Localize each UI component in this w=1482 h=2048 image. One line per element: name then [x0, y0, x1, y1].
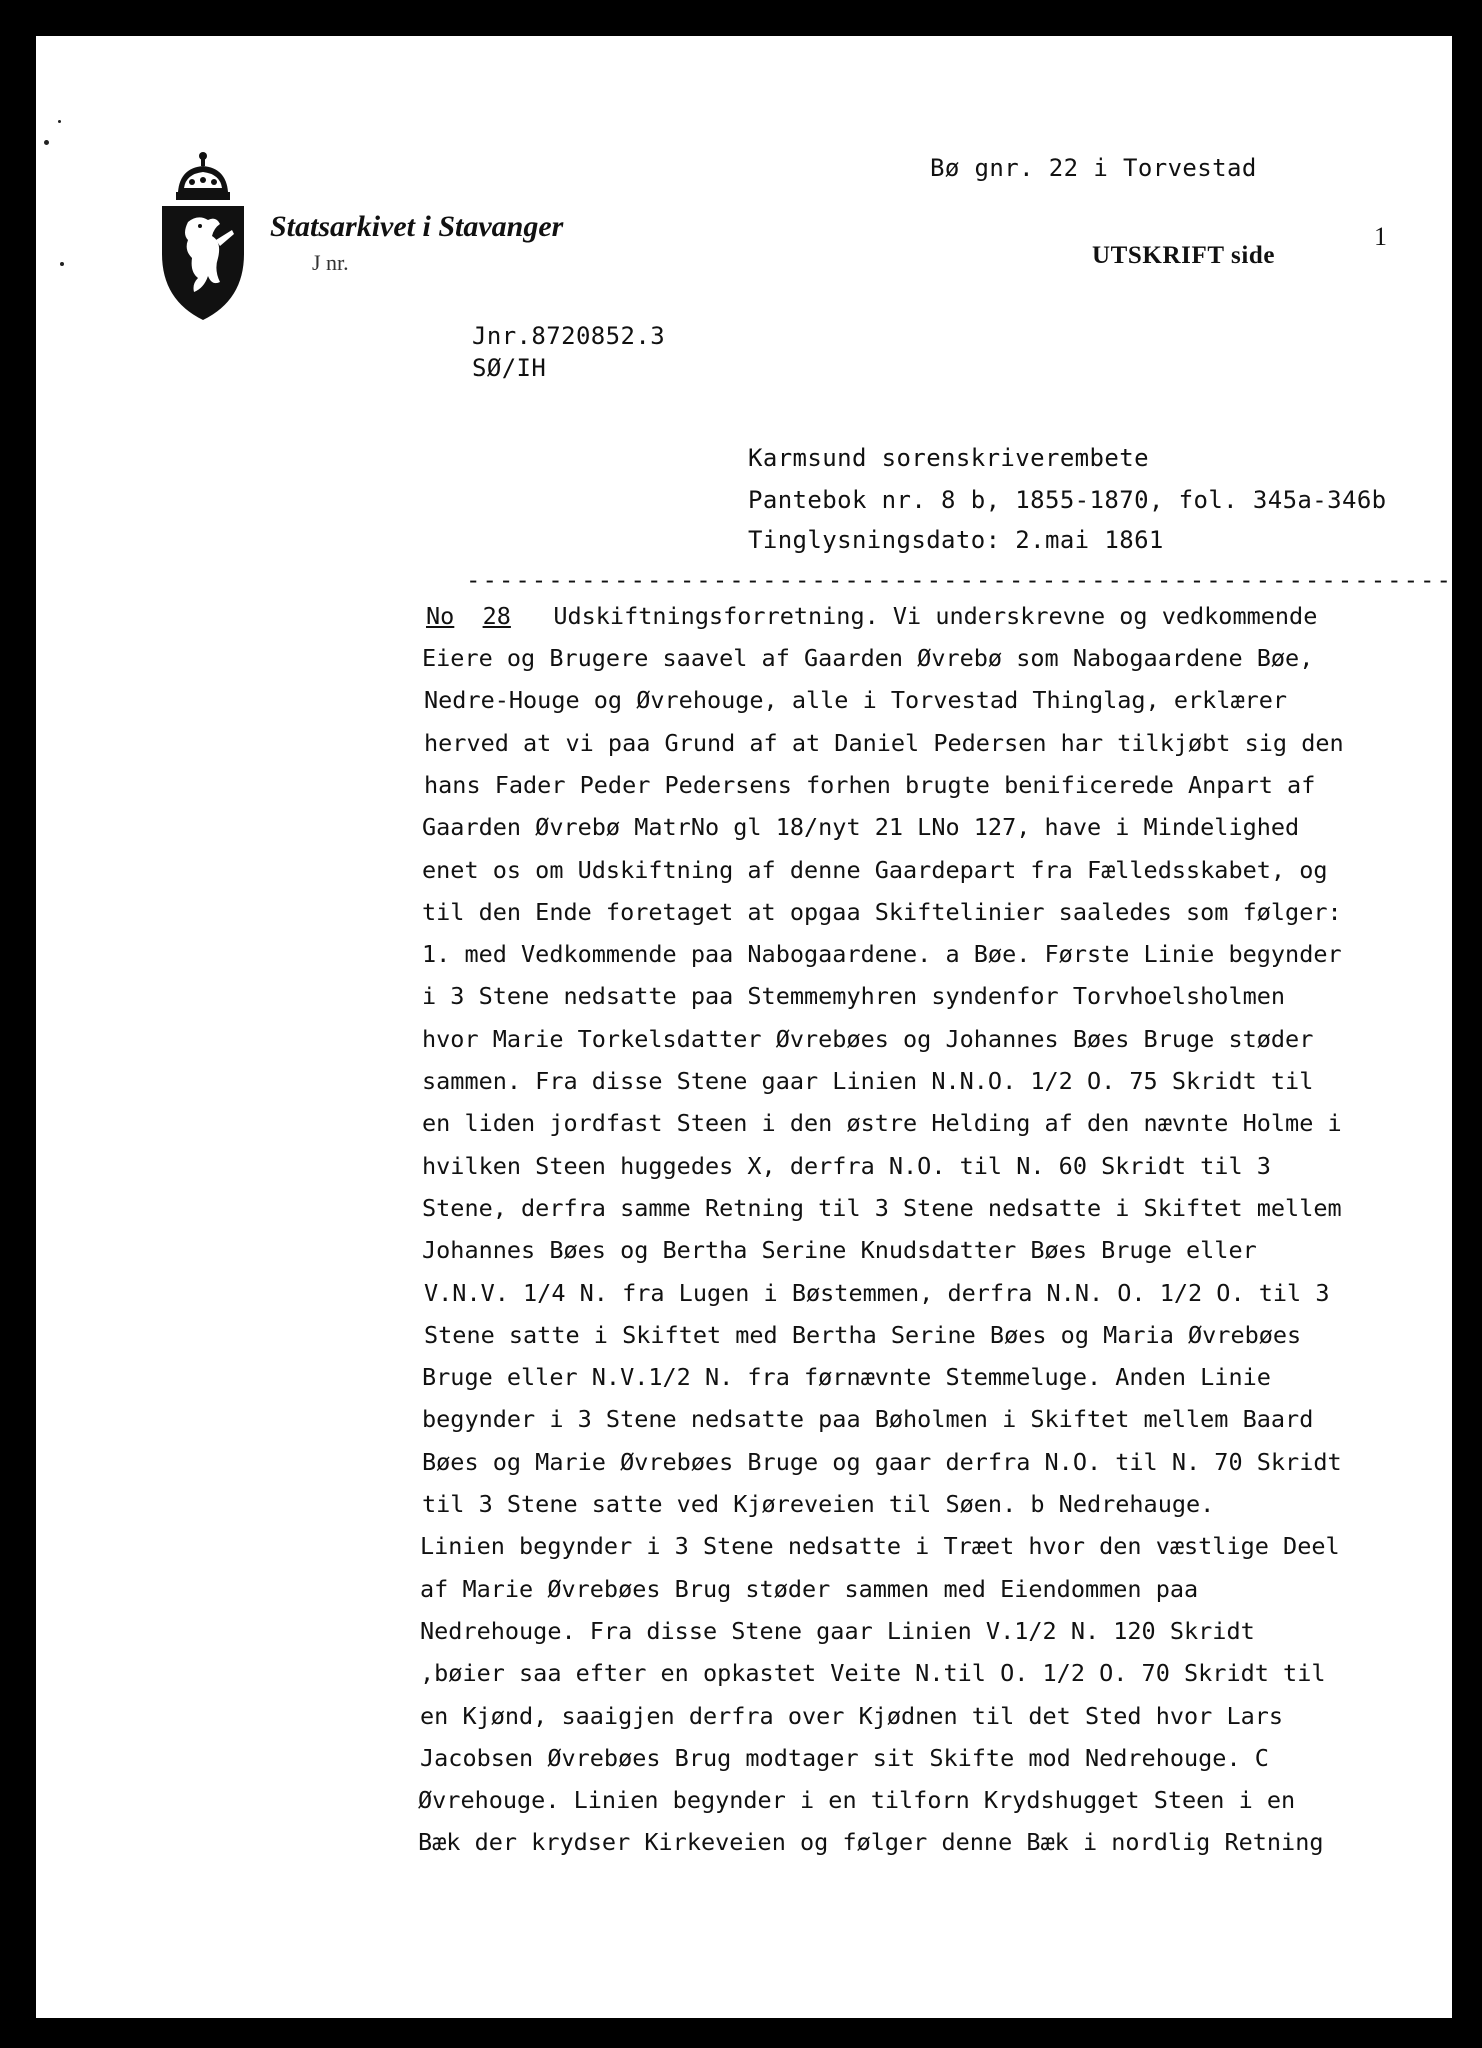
- body-line: en Kjønd, saaigjen derfra over Kjødnen til det Sted hvor Lars: [420, 1702, 1284, 1730]
- scan-speck: [44, 140, 49, 145]
- scan-speck: [60, 262, 64, 266]
- body-line: V.N.V. 1/4 N. fra Lugen i Bøstemmen, derfra N.N. O. 1/2 O. til 3: [424, 1279, 1330, 1307]
- coat-of-arms-icon: [158, 150, 248, 324]
- body-line: begynder i 3 Stene nedsatte paa Bøholmen i Skiftet mellem Baard: [422, 1405, 1314, 1433]
- body-line: en liden jordfast Steen i den østre Helding af den nævnte Holme i: [422, 1109, 1342, 1137]
- body-line: ,bøier saa efter en opkastet Veite N.til O. 1/2 O. 70 Skridt til: [420, 1659, 1326, 1687]
- separator-line: ------------------------------------------------------------: [466, 566, 1453, 594]
- body-line: Bruge eller N.V.1/2 N. fra førnævnte Stemmeluge. Anden Linie: [422, 1363, 1271, 1391]
- initials: SØ/IH: [472, 354, 547, 382]
- mortgage-book: Pantebok nr. 8 b, 1855-1870, fol. 345a-346b: [748, 486, 1387, 514]
- body-line: Gaarden Øvrebø MatrNo gl 18/nyt 21 LNo 127, have i Mindelighed: [422, 813, 1300, 841]
- entry-first-line: [426, 602, 1317, 630]
- body-line: Bøes og Marie Øvrebøes Bruge og gaar derfra N.O. til N. 70 Skridt: [422, 1448, 1342, 1476]
- institution-name: Statsarkivet i Stavanger: [270, 210, 564, 243]
- journal-number: Jnr.8720852.3: [472, 322, 666, 350]
- body-line: herved at vi paa Grund af at Daniel Pedersen har tilkjøbt sig den: [424, 729, 1344, 757]
- court-office: Karmsund sorenskriverembete: [748, 444, 1149, 472]
- entry-no-value: 28: [482, 602, 511, 630]
- body-line: 1. med Vedkommende paa Nabogaardene. a Bøe. Første Linie begynder: [422, 940, 1342, 968]
- body-line: Nedrehouge. Fra disse Stene gaar Linien V.1/2 N. 120 Skridt: [420, 1617, 1255, 1645]
- utskrift-label: UTSKRIFT side: [1092, 242, 1276, 269]
- body-line: Bæk der krydser Kirkeveien og følger denne Bæk i nordlig Retning: [418, 1828, 1324, 1856]
- body-line: hvilken Steen huggedes X, derfra N.O. til N. 60 Skridt til 3: [422, 1152, 1271, 1180]
- registration-date: Tinglysningsdato: 2.mai 1861: [748, 526, 1164, 554]
- body-line: enet os om Udskiftning af denne Gaardepart fra Fælledsskabet, og: [422, 856, 1328, 884]
- body-line: Linien begynder i 3 Stene nedsatte i Træet hvor den væstlige Deel: [420, 1532, 1340, 1560]
- body-line: Jacobsen Øvrebøes Brug modtager sit Skifte mod Nedrehouge. C: [420, 1744, 1269, 1772]
- body-line: Øvrehouge. Linien begynder i en tilforn Krydshugget Steen i en: [418, 1786, 1296, 1814]
- document-page: [36, 36, 1452, 2018]
- body-line: sammen. Fra disse Stene gaar Linien N.N.O. 1/2 O. 75 Skridt til: [422, 1067, 1314, 1095]
- scan-speck: [58, 120, 61, 123]
- body-line: hans Fader Peder Pedersens forhen brugte benificerede Anpart af: [424, 771, 1316, 799]
- entry-title: Udskiftningsforretning. Vi underskrevne og vedkommende: [553, 602, 1318, 630]
- journal-number-label: J nr.: [312, 250, 349, 275]
- body-line: til 3 Stene satte ved Kjøreveien til Søen. b Nedrehauge.: [422, 1490, 1215, 1518]
- body-line: Stene, derfra samme Retning til 3 Stene nedsatte i Skiftet mellem: [422, 1194, 1342, 1222]
- body-line: Johannes Bøes og Bertha Serine Knudsdatter Bøes Bruge eller: [422, 1236, 1257, 1264]
- body-line: Nedre-Houge og Øvrehouge, alle i Torvestad Thinglag, erklærer: [424, 686, 1288, 714]
- body-line: hvor Marie Torkelsdatter Øvrebøes og Johannes Bøes Bruge støder: [422, 1025, 1314, 1053]
- body-line: til den Ende foretaget at opgaa Skiftelinier saaledes som følger:: [422, 898, 1342, 926]
- body-line: af Marie Øvrebøes Brug støder sammen med Eiendommen paa: [420, 1575, 1199, 1603]
- page-number: 1: [1374, 222, 1387, 251]
- body-line: Stene satte i Skiftet med Bertha Serine Bøes og Maria Øvrebøes: [424, 1321, 1302, 1349]
- body-line: Eiere og Brugere saavel af Gaarden Øvrebø som Nabogaardene Bøe,: [422, 644, 1314, 672]
- entry-no-label: No: [426, 602, 455, 630]
- body-line: i 3 Stene nedsatte paa Stemmemyhren syndenfor Torvhoelsholmen: [422, 982, 1286, 1010]
- farm-title: Bø gnr. 22 i Torvestad: [930, 154, 1257, 182]
